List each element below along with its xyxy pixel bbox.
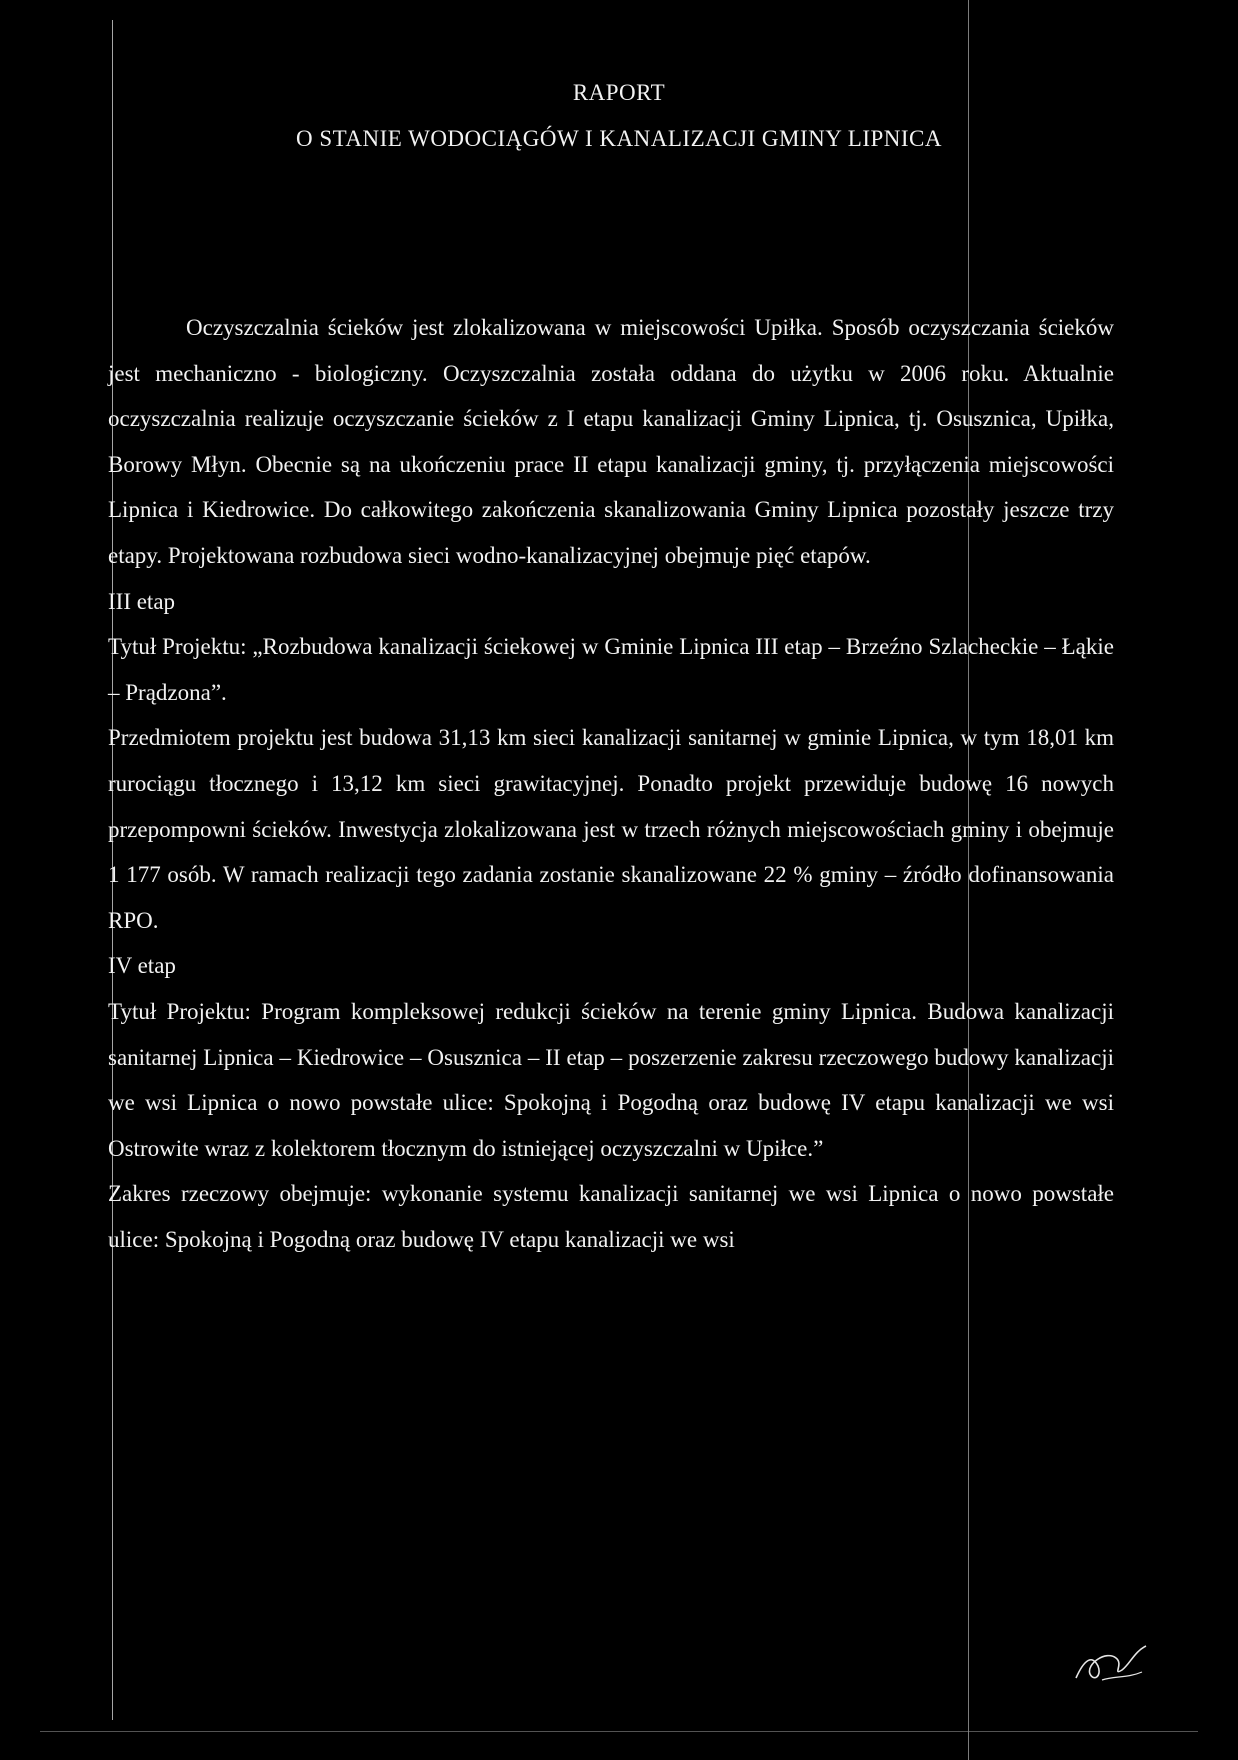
stage4-project-title: Tytuł Projektu: Program kompleksowej redukcji ścieków na terenie gminy Lipnica. Budowa kanalizacji sanitarnej Lipnica – Kiedrowice – Osusznica – II etap – poszerzenie zakresu rzeczowego budowy kanalizacji we wsi Lipnica o nowo powstałe ulice: Spokojną i Pogodną oraz budowę IV etapu kanalizacji we wsi Ostrowite wraz z kolektorem tłocznym do istniejącej oczyszczalni w Upiłce.” [108, 998, 1114, 1161]
title-block [0, 70, 1238, 162]
stage3-project-title: Tytuł Projektu: „Rozbudowa kanalizacji ściekowej w Gminie Lipnica III etap – Brzeźno Szlacheckie – Łąkie – Prądzona”. [108, 634, 1114, 705]
stage4-heading: IV etap [108, 953, 176, 979]
bottom-rule [40, 1731, 1198, 1732]
document-subtitle: O STANIE WODOCIĄGÓW I KANALIZACJI GMINY LIPNICA [295, 126, 942, 151]
stage3-description: Przedmiotem projektu jest budowa 31,13 km sieci kanalizacji sanitarnej w gminie Lipnica, w tym 18,01 km rurociągu tłocznego i 13,12 km sieci grawitacyjnej. Ponadto projekt przewiduje budowę 16 nowych przepompowni ścieków. Inwestycja zlokalizowana jest w trzech różnych miejscowościach gminy i obejmuje 1 177 osób. W ramach realizacji tego zadania zostanie skanalizowane 22 % gminy – źródło dofinansowania RPO. [108, 725, 1114, 933]
stage4-scope: Zakres rzeczowy obejmuje: wykonanie systemu kanalizacji sanitarnej we wsi Lipnica o nowo powstałe ulice: Spokojną i Pogodną oraz budowę IV etapu kanalizacji we wsi [108, 1181, 1114, 1252]
handwritten-initials [1072, 1640, 1150, 1686]
stage3-heading: III etap [108, 588, 176, 614]
document-body [108, 305, 1114, 1262]
document-title: RAPORT [572, 80, 666, 105]
intro-paragraph: Oczyszczalnia ścieków jest zlokalizowana w miejscowości Upiłka. Sposób oczyszczania ścieków jest mechaniczno - biologiczny. Oczyszczalnia została oddana do użytku w 2006 roku. Aktualnie oczyszczalnia realizuje oczyszczanie ścieków z I etapu kanalizacji Gminy Lipnica, tj. Osusznica, Upiłka, Borowy Młyn. Obecnie są na ukończeniu prace II etapu kanalizacji gminy, tj. przyłączenia miejscowości Lipnica i Kiedrowice. Do całkowitego zakończenia skanalizowania Gminy Lipnica pozostały jeszcze trzy etapy. Projektowana rozbudowa sieci wodno-kanalizacyjnej obejmuje pięć etapów. [108, 315, 1114, 568]
